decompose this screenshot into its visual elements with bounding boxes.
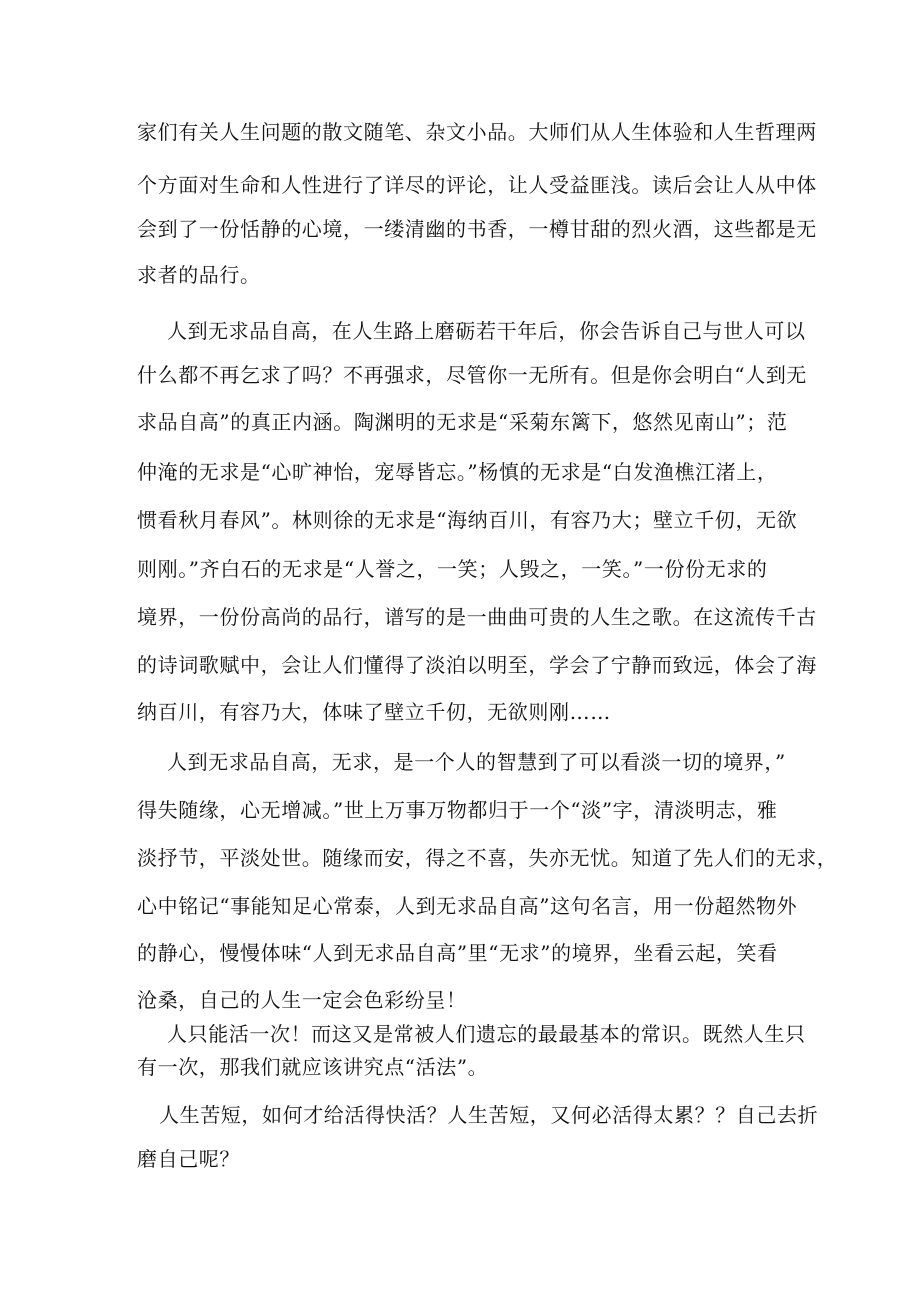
text-line: 淡抒节，平淡处世。随缘而安，得之不喜，失亦无忧。知道了先人们的无求，	[137, 846, 838, 870]
paragraph-first-line: 人生苦短，如何才给活得快活？人生苦短，又何必活得太累？？自己去折	[159, 1103, 819, 1127]
paragraph-first-line: 人到无求品自高，无求，是一个人的智慧到了可以看淡一切的境界，”	[167, 750, 786, 774]
text-line: 个方面对生命和人性进行了详尽的评论，让人受益匪浅。读后会让人从中体	[137, 173, 817, 197]
text-line: 的诗词歌赋中，会让人们懂得了淡泊以明至，学会了宁静而致远，体会了海	[137, 653, 817, 677]
text-line: 沧桑，自己的人生一定会色彩纷呈！	[137, 988, 467, 1012]
paragraph-first-line: 人只能活一次！而这又是常被人们遗忘的最最基本的常识。既然人生只	[167, 1022, 806, 1046]
paragraph-first-line: 人到无求品自高，在人生路上磨砺若干年后，你会告诉自己与世人可以	[167, 319, 806, 343]
text-line: 磨自己呢？	[137, 1147, 240, 1171]
text-line: 则刚。”齐白石的无求是“人誉之，一笑；人毁之，一笑。”一份份无求的	[137, 557, 768, 581]
text-line: 家们有关人生问题的散文随笔、杂文小品。大师们从人生体验和人生哲理两	[137, 120, 817, 144]
text-line: 会到了一份恬静的心境，一缕清幽的书香，一樽甘甜的烈火酒，这些都是无	[137, 217, 817, 241]
text-line: 什么都不再乞求了吗？不再强求，尽管你一无所有。但是你会明白“人到无	[137, 363, 808, 387]
text-line: 仲淹的无求是“心旷神怡，宠辱皆忘。”杨慎的无求是“白发渔樵江渚上，	[137, 460, 778, 484]
text-line: 心中铭记“事能知足心常泰，人到无求品自高”这句名言，用一份超然物外	[137, 894, 798, 918]
text-line: 求者的品行。	[137, 263, 261, 287]
text-line: 有一次，那我们就应该讲究点“活法”。	[137, 1055, 489, 1079]
text-line: 得失随缘，心无增减。”世上万事万物都归于一个“淡”字，清淡明志，雅	[137, 798, 778, 822]
text-line: 惯看秋月春风”。林则徐的无求是“海纳百川，有容乃大；壁立千仞，无欲	[137, 508, 798, 532]
text-line: 的静心，慢慢体味“人到无求品自高”里“无求”的境界，坐看云起，笑看	[137, 941, 778, 965]
text-line: 求品自高”的真正内涵。陶渊明的无求是“采菊东篱下，悠然见南山”；范	[137, 410, 788, 434]
text-line: 纳百川，有容乃大，体味了壁立千仞，无欲则刚……	[137, 700, 611, 724]
text-line: 境界，一份份高尚的品行，谱写的是一曲曲可贵的人生之歌。在这流传千古	[137, 605, 817, 629]
